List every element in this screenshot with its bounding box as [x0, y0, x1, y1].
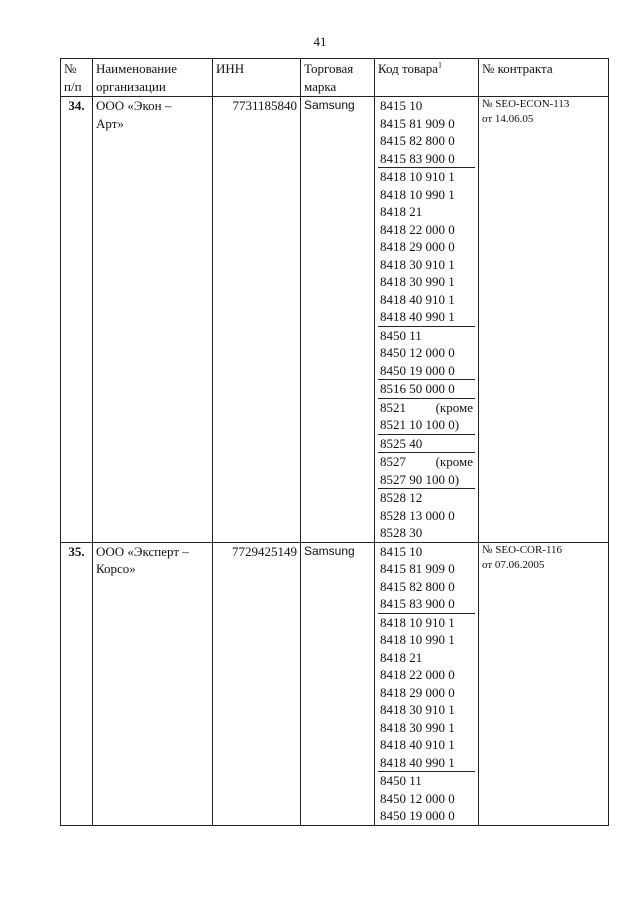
product-code: 8418 30 910 1	[380, 256, 455, 272]
product-code: 8450 12 000 0	[380, 790, 455, 806]
header-organization-line1: Наименование	[96, 61, 177, 76]
header-organization-line2: организации	[96, 78, 166, 94]
product-code: 8418 21	[380, 649, 423, 665]
product-code-group	[378, 168, 475, 327]
contract-cell	[479, 542, 609, 825]
product-code: 8418 10 990 1	[380, 186, 455, 202]
table-row	[61, 542, 609, 825]
product-code-group	[378, 399, 475, 435]
product-code: 8418 30 990 1	[380, 274, 455, 289]
table-body	[61, 97, 609, 826]
header-organization	[93, 59, 213, 97]
organization-cell	[93, 97, 213, 543]
product-code: 8516 50 000 0	[380, 381, 455, 396]
product-code: 8418 10 990 1	[380, 632, 455, 647]
header-inn	[213, 59, 301, 97]
organization-name-line2: Арт»	[96, 115, 124, 131]
product-code: 8418 22 000 0	[380, 667, 455, 682]
product-code: 8415 81 909 0	[380, 561, 455, 576]
contract-date: от 14.06.05	[482, 113, 534, 125]
product-code-part: (кроме	[435, 399, 473, 415]
product-code: 8450 12 000 0	[380, 345, 455, 360]
brand-value: Samsung	[304, 98, 355, 112]
product-code: 8415 81 909 0	[380, 115, 455, 131]
product-code: 8418 40 910 1	[380, 737, 455, 752]
row-number-cell	[61, 542, 93, 825]
product-code-group	[378, 453, 475, 489]
product-code: 8450 11	[380, 773, 422, 788]
product-code-group	[378, 435, 475, 454]
product-code-group	[378, 543, 475, 614]
header-number	[61, 59, 93, 97]
product-code-group	[378, 772, 475, 825]
product-code: 8521 10 100 0)	[380, 417, 460, 432]
header-number-line1: №	[64, 61, 77, 76]
product-code: 8415 82 800 0	[380, 133, 455, 148]
product-code: 8415 82 800 0	[380, 578, 455, 594]
product-code: 8450 11	[380, 327, 422, 343]
header-brand-line2: марка	[304, 78, 337, 94]
product-code: 8415 10	[380, 543, 423, 559]
product-code: 8418 40 990 1	[380, 754, 455, 770]
product-code	[380, 453, 473, 471]
row-number: 35.	[68, 543, 85, 559]
product-code-part: 8527	[380, 454, 406, 469]
header-product-code-label: Код товара	[378, 61, 439, 76]
brand-cell	[301, 97, 375, 543]
product-code: 8525 40	[380, 435, 423, 451]
contract-date: от 07.06.2005	[482, 558, 545, 571]
product-code: 8418 10 910 1	[380, 169, 455, 184]
header-inn-label: ИНН	[216, 61, 245, 76]
table-header-row	[61, 59, 609, 97]
product-code-group	[378, 614, 475, 773]
contract-number: № SEO-COR-116	[482, 543, 563, 556]
product-code: 8418 40 990 1	[380, 309, 455, 324]
header-brand-line1: Торговая	[304, 61, 354, 76]
header-footnote-mark: 1	[438, 60, 443, 70]
product-code: 8450 19 000 0	[380, 808, 455, 823]
contract-number: № SEO-ECON-113	[482, 98, 570, 110]
product-code: 8415 10	[380, 98, 423, 113]
header-product-code	[375, 59, 479, 97]
product-code: 8418 29 000 0	[380, 684, 455, 700]
row-number: 34.	[68, 98, 85, 113]
brand-value: Samsung	[304, 543, 355, 558]
product-code: 8418 40 910 1	[380, 291, 455, 307]
product-codes-cell	[375, 542, 479, 825]
product-codes-cell	[375, 97, 479, 543]
product-code: 8527 90 100 0)	[380, 471, 460, 487]
table-row	[61, 97, 609, 543]
page-number: 41	[313, 34, 327, 49]
registry-table	[60, 58, 609, 826]
product-code-group	[378, 97, 475, 168]
contract-cell	[479, 97, 609, 543]
product-code-group	[378, 489, 475, 542]
inn-cell	[213, 97, 301, 543]
header-number-line2: п/п	[64, 78, 82, 94]
product-code: 8415 83 900 0	[380, 596, 455, 611]
product-code: 8418 30 990 1	[380, 719, 455, 735]
product-code-group	[378, 327, 475, 381]
header-contract-label: № контракта	[482, 61, 553, 76]
row-number-cell	[61, 97, 93, 543]
product-code: 8418 30 910 1	[380, 702, 455, 717]
product-code: 8415 83 900 0	[380, 150, 455, 166]
product-code: 8528 13 000 0	[380, 507, 455, 523]
organization-name-line1: ООО «Эксперт –	[96, 543, 189, 559]
product-code: 8418 29 000 0	[380, 239, 455, 254]
product-code: 8418 22 000 0	[380, 221, 455, 237]
product-code: 8528 30	[380, 525, 423, 540]
product-code: 8418 10 910 1	[380, 614, 455, 630]
organization-name-line2: Корсо»	[96, 561, 136, 576]
product-code-part: 8521	[380, 399, 406, 415]
product-code: 8450 19 000 0	[380, 362, 455, 378]
header-brand	[301, 59, 375, 97]
product-code	[380, 399, 473, 417]
inn-value: 7731185840	[232, 98, 297, 113]
product-code-group	[378, 380, 475, 399]
inn-value: 7729425149	[232, 543, 297, 559]
product-code: 8418 21	[380, 204, 423, 219]
product-code-part: (кроме	[435, 454, 473, 469]
brand-cell	[301, 542, 375, 825]
inn-cell	[213, 542, 301, 825]
organization-cell	[93, 542, 213, 825]
organization-name-line1: ООО «Экон –	[96, 98, 172, 113]
header-contract	[479, 59, 609, 97]
product-code: 8528 12	[380, 490, 423, 505]
